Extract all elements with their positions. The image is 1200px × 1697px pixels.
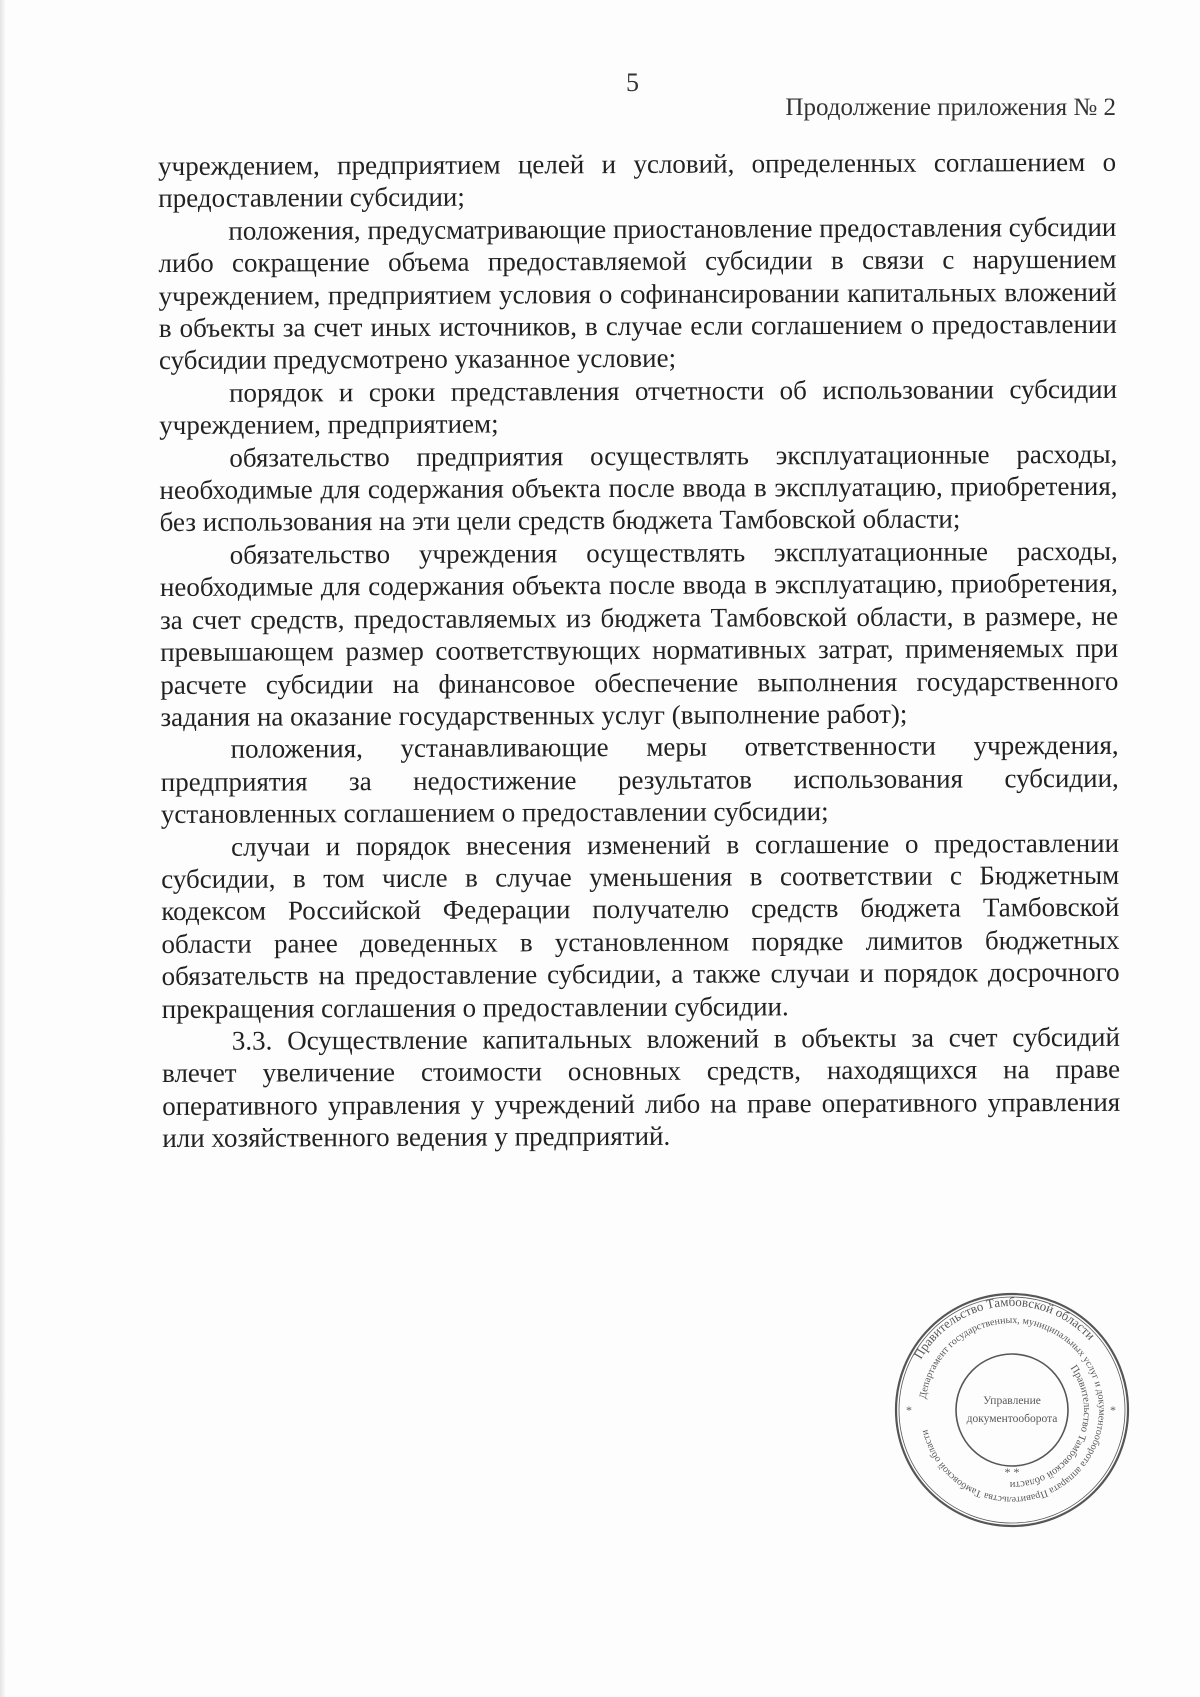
stamp-center-line-2: документооборота: [966, 1413, 1058, 1425]
paragraph-8: 3.3. Осуществление капитальных вложений в объекты за счет субсидий влечет увеличение стоимости основных средств, находящихся на праве оперативного управления у учреждений либо на праве оперативного управления или хозяйственного ведения у предприятий.: [161, 1021, 1121, 1154]
scan-edge-shadow: [0, 0, 6, 1697]
stamp-star-left: *: [906, 1403, 912, 1417]
paragraph-5: обязательство учреждения осуществлять эксплуатационные расходы, необходимые для содержания объекта после ввода в эксплуатацию, приобретения, за счет средств, предоставляемых из бюджета Тамбовской области, в размере, не превышающем размер соответствующих нормативных затрат, применяемых при расчете субсидии на финансовое обеспечение выполнения государственного задания на оказание государственных услуг (выполнение работ);: [159, 535, 1119, 732]
stamp-star-bottom: * *: [1004, 1465, 1020, 1479]
paragraph-4: обязательство предприятия осуществлять эксплуатационные расходы, необходимые для содержания объекта после ввода в эксплуатацию, приобретения, без использования на эти цели средств бюджета Тамбовской области;: [159, 438, 1118, 538]
paragraph-2: положения, предусматривающие приостановление предоставления субсидии либо сокращение объема предоставляемой субсидии в связи с нарушением учреждением, предприятием условия о софинансировании капитальных вложений в объекты за счет иных источников, в случае если соглашением о предоставлении субсидии предусмотрено указанное условие;: [158, 211, 1117, 376]
stamp-outer-text: Правительство Тамбовской области: [910, 1293, 1099, 1362]
stamp-center-line-1: Управление: [983, 1395, 1041, 1407]
stamp-inner-text: Правительство Тамбовской области: [1009, 1363, 1093, 1491]
paragraph-6: положения, устанавливающие меры ответственности учреждения, предприятия за недостижение результатов использования субсидии, установленных соглашением о предоставлении субсидии;: [160, 730, 1119, 830]
stamp-middle-text: Департамент государственных, муниципальных услуг и документооборота аппарата Правительства Тамбовской области: [917, 1314, 1108, 1506]
stamp-star-right: *: [1110, 1403, 1116, 1417]
official-stamp: [892, 1290, 1132, 1530]
continuation-note: Продолжение приложения № 2: [785, 94, 1116, 121]
paragraph-3: порядок и сроки представления отчетности об использовании субсидии учреждением, предприятием;: [159, 373, 1118, 441]
paragraph-7: случаи и порядок внесения изменений в соглашение о предоставлении субсидии, в том числе в случае уменьшения в соответствии с Бюджетным кодексом Российской Федерации получателю средств бюджета Тамбовской области ранее доведенных в установленном порядке лимитов бюджетных обязательств на предоставление субсидии, а также случаи и порядок досрочного прекращения соглашения о предоставлении субсидии.: [161, 827, 1120, 1024]
paragraph-1: учреждением, предприятием целей и условий, определенных соглашением о предоставлении субсидии;: [158, 146, 1117, 214]
stamp-inner-ring: [956, 1354, 1068, 1466]
page-number: 5: [626, 68, 639, 97]
body-text: [158, 146, 1120, 1155]
